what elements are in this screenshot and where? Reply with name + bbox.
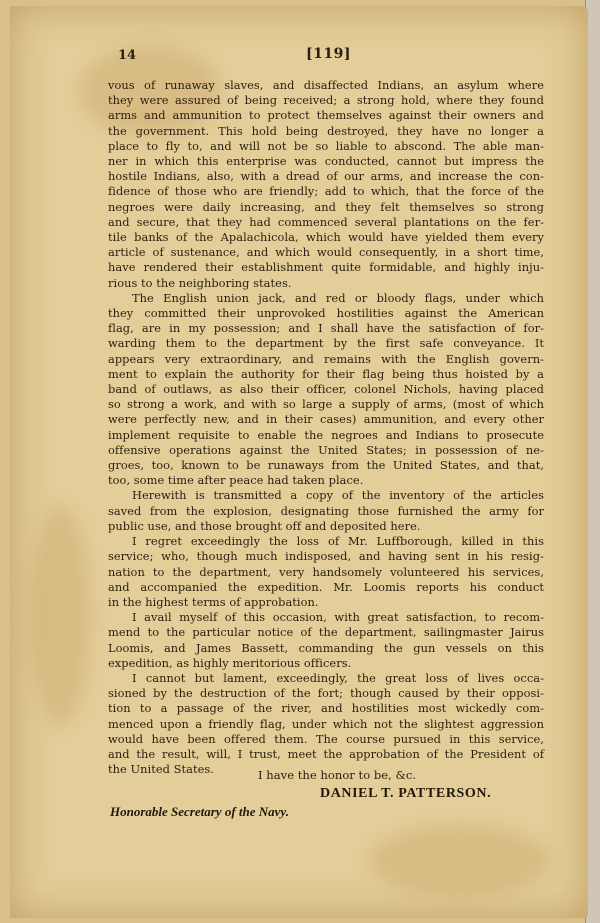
text-line: flag, are in my possession; and I shall have the satisfaction of for- xyxy=(108,321,544,336)
text-line: article of sustenance, and which would consequently, in a short time, xyxy=(108,245,544,260)
text-line: I regret exceedingly the loss of Mr. Luffborough, killed in this xyxy=(132,534,544,549)
text-line: place to fly to, and will not be so liable to abscond. The able man- xyxy=(108,138,544,153)
text-line: Herewith is transmitted a copy of the inventory of the articles xyxy=(132,488,544,503)
text-line: too, some time after peace had taken place. xyxy=(108,473,364,488)
text-line: sioned by the destruction of the fort; though caused by their opposi- xyxy=(108,686,544,701)
paper-stain xyxy=(370,826,550,896)
text-line: appears very extraordinary, and remains with the English govern- xyxy=(108,351,544,366)
text-line: so strong a work, and with so large a supply of arms, (most of which xyxy=(108,397,544,412)
text-line: fidence of those who are friendly; add to which, that the force of the xyxy=(108,184,544,199)
text-line: band of outlaws, as also their officer, colonel Nichols, having placed xyxy=(108,382,544,397)
page-number: 14 xyxy=(118,48,137,63)
text-line: rious to the neighboring states. xyxy=(108,275,292,290)
signature: DANIEL T. PATTERSON. xyxy=(320,786,492,801)
text-line: would have been offered them. The course pursued in this service, xyxy=(108,731,544,746)
paper-stain xyxy=(30,506,90,726)
text-line: the government. This hold being destroyed, they have no longer a xyxy=(108,123,544,138)
addressee: Honorable Secretary of the Navy. xyxy=(110,804,289,819)
text-line: they were assured of being received; a strong hold, where they found xyxy=(108,93,544,108)
text-line: I avail myself of this occasion, with great satisfaction, to recom- xyxy=(132,610,544,625)
text-line: and the result, will, I trust, meet the approbation of the President of xyxy=(108,746,544,761)
page-reference: [119] xyxy=(306,46,351,62)
text-line: hostile Indians, also, with a dread of our arms, and increase the con- xyxy=(108,169,544,184)
text-line: saved from the explosion, designating those furnished the army for xyxy=(108,503,544,518)
text-line: Loomis, and James Bassett, commanding the gun vessels on this xyxy=(108,640,544,655)
text-line: ment to explain the authority for their flag being thus hoisted by a xyxy=(108,366,544,381)
text-line: and secure, that they had commenced several plantations on the fer- xyxy=(108,214,544,229)
text-line: have rendered their establishment quite formidable, and highly inju- xyxy=(108,260,544,275)
text-line: were perfectly new, and in their cases) ammunition, and every other xyxy=(108,412,544,427)
text-line: service; who, though much indisposed, and having sent in his resig- xyxy=(108,549,544,564)
text-line: warding them to the department by the first safe conveyance. It xyxy=(108,336,544,351)
text-line: mend to the particular notice of the department, sailingmaster Jairus xyxy=(108,625,544,640)
text-line: negroes were daily increasing, and they felt themselves so strong xyxy=(108,199,544,214)
body-text xyxy=(108,78,544,777)
text-line: tion to a passage of the river, and hostilities most wickedly com- xyxy=(108,701,544,716)
text-line: public use, and those brought off and deposited here. xyxy=(108,518,421,533)
text-line: implement requisite to enable the negroes and Indians to prosecute xyxy=(108,427,544,442)
closing-line: I have the honor to be, &c. xyxy=(258,768,417,782)
text-line: groes, too, known to be runaways from the United States, and that, xyxy=(108,458,544,473)
text-line: tile banks of the Apalachicola, which would have yielded them every xyxy=(108,230,544,245)
text-line: they committed their unprovoked hostilities against the American xyxy=(108,306,544,321)
text-line: The English union jack, and red or bloody flags, under which xyxy=(132,290,544,305)
text-line: expedition, as highly meritorious officers. xyxy=(108,655,352,670)
text-line: ner in which this enterprise was conducted, cannot but impress the xyxy=(108,154,544,169)
text-line: vous of runaway slaves, and disaffected Indians, an asylum where xyxy=(108,78,544,92)
text-line: the United States. xyxy=(108,762,214,777)
text-line: arms and ammunition to protect themselves against their owners and xyxy=(108,108,544,123)
text-line: nation to the department, very handsomely volunteered his services, xyxy=(108,564,544,579)
text-line: and accompanied the expedition. Mr. Loomis reports his conduct xyxy=(108,579,544,594)
text-line: in the highest terms of approbation. xyxy=(108,594,319,609)
text-line: I cannot but lament, exceedingly, the great loss of lives occa- xyxy=(132,670,544,685)
text-line: menced upon a friendly flag, under which not the slightest aggression xyxy=(108,716,544,731)
text-line: offensive operations against the United States; in possession of ne- xyxy=(108,442,544,457)
